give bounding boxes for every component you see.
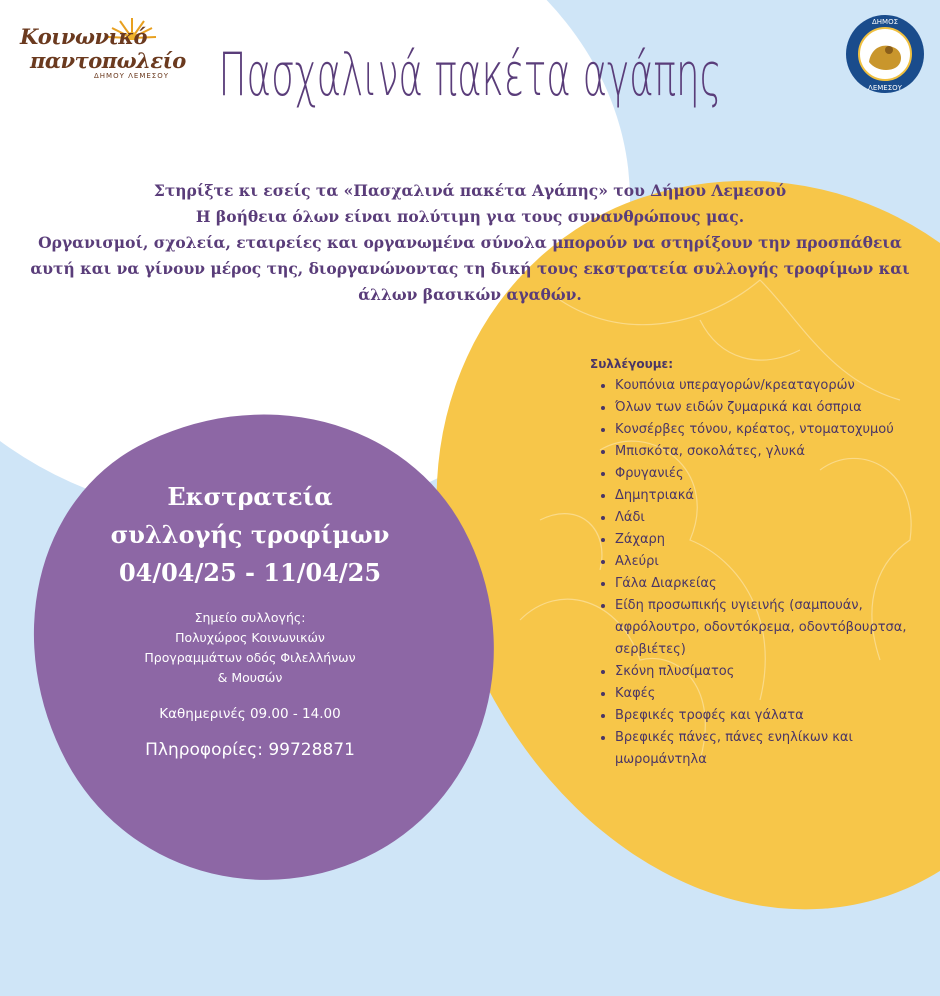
list-item: • Κουπόνια υπεραγορών/κρεαταγορών	[615, 375, 935, 397]
list-item: • Γάλα Διαρκείας	[615, 573, 935, 595]
collection-point-line: Σημείο συλλογής:	[194, 610, 306, 625]
logo-subtitle: ΔΗΜΟΥ ΛΕΜΕΣΟΥ	[94, 72, 169, 80]
collection-point	[75, 608, 425, 688]
intro-line: Οργανισμοί, σχολεία, εταιρείες και οργανωμένα σύνολα μπορούν να στηρίξουν την προσπάθεια αυτή και να γίνουν μέρος της, διοργανώνοντας τη δική τους εκστρατεία συλλογής τροφίμων και άλλων βασικών αγαθών.	[30, 233, 910, 304]
list-item: • Είδη προσωπικής υγιεινής (σαμπουάν, αφρόλουτρο, οδοντόκρεμα, οδοντόβουρτσα, σερβιέτες)	[615, 595, 935, 661]
intro-line: Η βοήθεια όλων είναι πολύτιμη για τους συνανθρώπους μας.	[195, 207, 745, 226]
list-item: • Ζάχαρη	[615, 529, 935, 551]
list-item: • Κονσέρβες τόνου, κρέατος, ντοματοχυμού	[615, 419, 935, 441]
list-item: • Αλεύρι	[615, 551, 935, 573]
collection-point-line: Πολυχώρος Κοινωνικών	[175, 630, 325, 645]
logo-line-2: παντοπωλείο	[30, 48, 186, 73]
svg-text:ΔΗΜΟΣ: ΔΗΜΟΣ	[871, 18, 899, 26]
campaign-dates: 04/04/25 - 11/04/25	[118, 558, 382, 587]
opening-hours: Καθημερινές 09.00 - 14.00	[159, 706, 341, 722]
campaign-box	[75, 478, 425, 760]
list-item: • Φρυγανιές	[615, 463, 935, 485]
info-phone: Πληροφορίες: 99728871	[145, 740, 355, 760]
collect-heading: Συλλέγουμε:	[590, 357, 673, 371]
intro-line: Στηρίξτε κι εσείς τα «Πασχαλινά πακέτα Αγάπης» του Δήμου Λεμεσού	[153, 181, 787, 200]
campaign-title-line-2: συλλογής τροφίμων	[110, 520, 390, 549]
collect-list	[590, 375, 935, 771]
page-title: Πασχαλινά πακέτα αγάπης	[218, 40, 722, 110]
intro-text	[20, 178, 920, 308]
list-item: • Όλων των ειδών ζυμαρικά και όσπρια	[615, 397, 935, 419]
list-item: • Λάδι	[615, 507, 935, 529]
campaign-title-line-1: Εκστρατεία	[167, 482, 333, 511]
collect-list-section	[590, 357, 935, 771]
collection-point-line: & Μουσών	[217, 670, 283, 685]
social-grocery-logo	[20, 14, 186, 82]
logo-line-1: Κοινωνικό	[20, 24, 147, 49]
municipality-seal-icon	[845, 14, 925, 94]
list-item: • Καφές	[615, 683, 935, 705]
list-item: • Δημητριακά	[615, 485, 935, 507]
list-item: • Βρεφικές πάνες, πάνες ενηλίκων και μωρομάντηλα	[615, 727, 935, 771]
list-item: • Σκόνη πλυσίματος	[615, 661, 935, 683]
svg-text:ΛΕΜΕΣΟΥ: ΛΕΜΕΣΟΥ	[868, 84, 902, 92]
list-item: • Βρεφικές τροφές και γάλατα	[615, 705, 935, 727]
collection-point-line: Προγραμμάτων οδός Φιλελλήνων	[144, 650, 356, 665]
list-item: • Μπισκότα, σοκολάτες, γλυκά	[615, 441, 935, 463]
